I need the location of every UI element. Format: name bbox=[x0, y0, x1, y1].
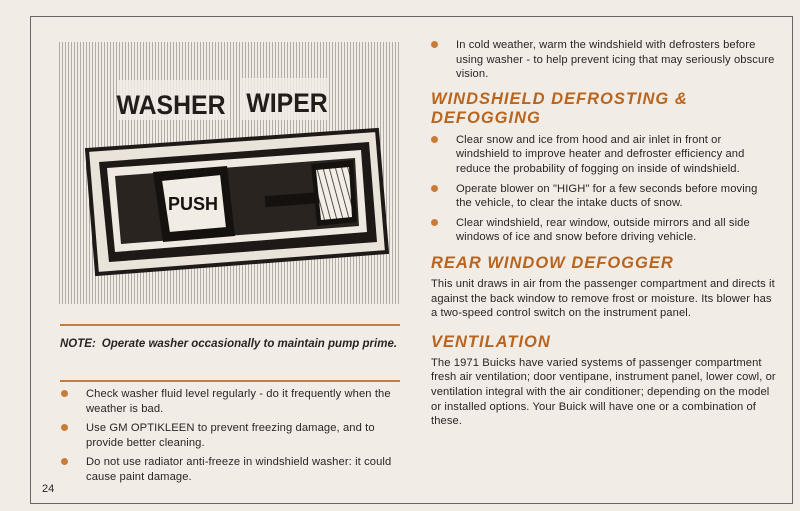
bullet-icon bbox=[431, 219, 438, 226]
bullet-icon bbox=[61, 424, 68, 431]
list-item: Use GM OPTIKLEEN to prevent freezing damage, and to provide better cleaning. bbox=[61, 421, 401, 450]
list-item: Operate blower on "HIGH" for a few seconds before moving the vehicle, to clear the intake ducts of snow. bbox=[431, 182, 776, 211]
section-divider-top bbox=[60, 324, 400, 326]
note-label: NOTE: bbox=[60, 338, 96, 350]
cold-weather-list bbox=[431, 38, 776, 82]
note-block bbox=[60, 336, 405, 352]
section-divider-bottom bbox=[60, 380, 400, 382]
push-button-label: PUSH bbox=[167, 194, 219, 214]
wiper-label: WIPER bbox=[246, 89, 328, 119]
list-item: Do not use radiator anti-freeze in windshield washer: it could cause paint damage. bbox=[61, 455, 401, 484]
rear-defogger-text: This unit draws in air from the passenger compartment and directs it against the back window to remove frost or moisture. Its blower has a two-speed control switch on the instrument panel. bbox=[431, 277, 775, 320]
washer-label: WASHER bbox=[116, 91, 226, 121]
washer-wiper-control-illustration bbox=[59, 42, 399, 304]
list-item: Check washer fluid level regularly - do it frequently when the weather is bad. bbox=[61, 387, 401, 416]
list-item: In cold weather, warm the windshield with defrosters before using washer - to help prevent icing that may seriously obscure vision. bbox=[431, 38, 776, 82]
note-text: Operate washer occasionally to maintain pump prime. bbox=[101, 338, 398, 350]
bullet-icon bbox=[431, 185, 438, 192]
defrosting-list bbox=[431, 133, 776, 245]
bullet-icon bbox=[431, 136, 438, 143]
ventilation-text: The 1971 Buicks have varied systems of passenger compartment fresh air ventilation; door ventipane, instrument panel, lower cowl, or ventilation integral with the air conditioner; depending on the model or installed options. Your Buick will have one or a combination of these. bbox=[431, 356, 776, 428]
bullet-icon bbox=[61, 458, 68, 465]
right-column bbox=[431, 38, 776, 429]
washer-push-button bbox=[153, 166, 235, 242]
washer-tips-list bbox=[61, 387, 401, 490]
page-number: 24 bbox=[42, 483, 55, 495]
bullet-icon bbox=[431, 41, 438, 48]
list-item: Clear windshield, rear window, outside mirrors and all side windows of ice and snow before driving vehicle. bbox=[431, 216, 776, 245]
defrosting-heading: WINDSHIELD DEFROSTING & DEFOGGING bbox=[431, 89, 688, 127]
ventilation-heading: VENTILATION bbox=[431, 332, 551, 351]
rear-defogger-heading: REAR WINDOW DEFOGGER bbox=[431, 253, 674, 272]
list-item: Clear snow and ice from hood and air inlet in front or windshield to improve heater and defroster efficiency and reduce the probability of fogging on inside of windshield. bbox=[431, 133, 776, 177]
wiper-slider-knob bbox=[311, 160, 357, 226]
bullet-icon bbox=[61, 390, 68, 397]
